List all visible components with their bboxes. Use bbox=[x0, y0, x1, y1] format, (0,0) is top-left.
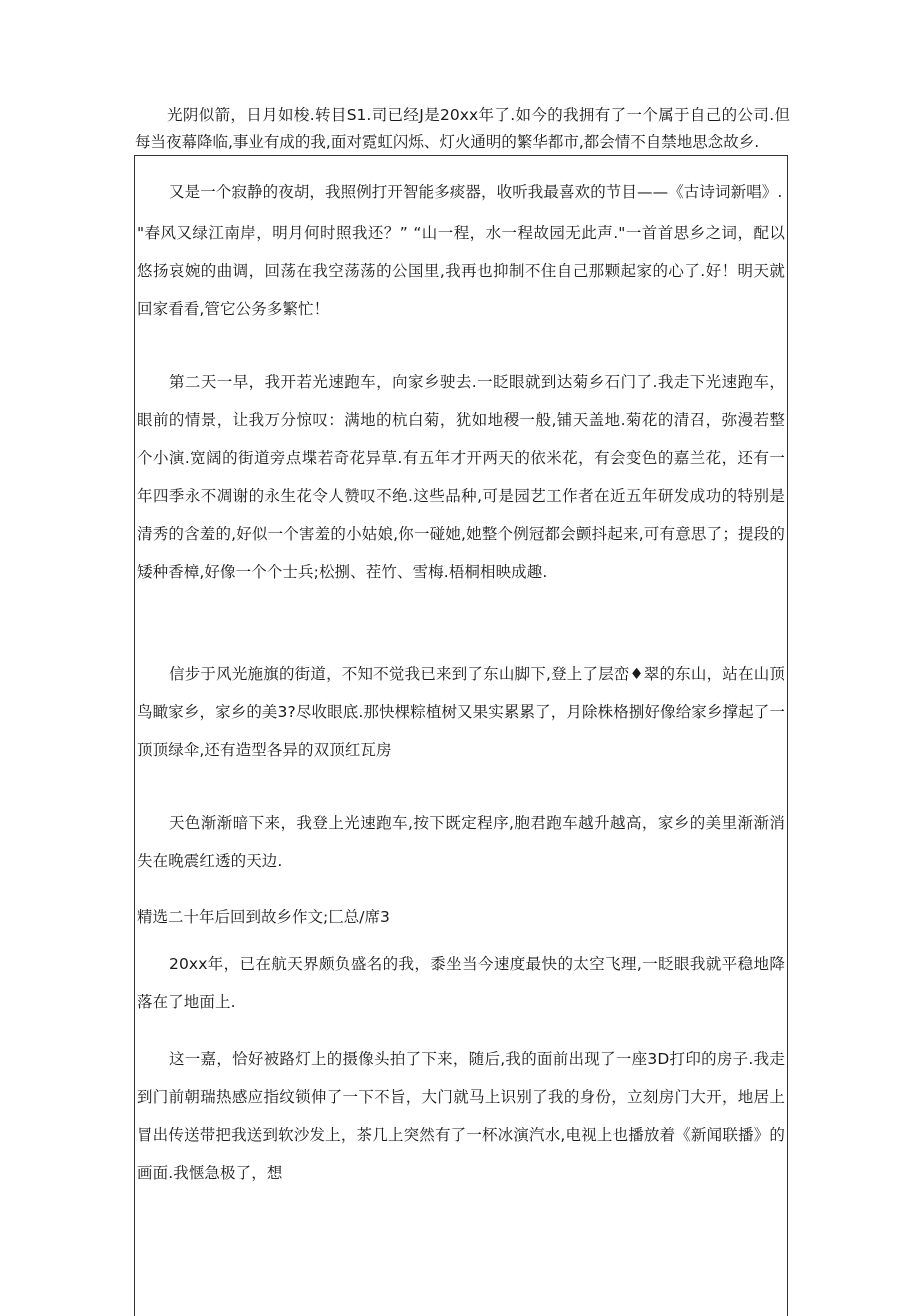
section-title: 精选二十年后回到故乡作文;匚总/席3 bbox=[137, 908, 390, 926]
paragraph-6: 20xx年，已在航天界颇负盛名的我，黍坐当今速度最快的太空飞理,一眨眼我就平稳地降落在了地面上. bbox=[137, 955, 785, 1011]
paragraph-2: "春风又绿江南岸，明月何时照我还？” “山一程，水一程故园无此声."一首首思乡之词，配以悠扬哀婉的曲调，回荡在我空荡荡的公国里,我再也抑制不住自己那颗起家的心了.好！明天就回家看看,管它公务多繁忙！ bbox=[137, 224, 785, 318]
paragraph-5: 天色渐渐暗下来，我登上光速跑车,按下既定程序,胞君跑车越升越高，家乡的美里渐渐消失在晚震红透的天边. bbox=[137, 814, 785, 870]
paragraph-7: 这一嘉，恰好被路灯上的摄像头拍了下来，随后,我的面前出现了一座3D打印的房子.我走到门前朝瑞热感应指纹锁伸了一下不旨，大门就马上识别了我的身份，立刻房门大开，地居上冒出传送带把我送到软沙发上，茶几上突然有了一杯冰演汽水,电视上也播放着《新闻联播》的画面.我惬急极了，想 bbox=[137, 1050, 785, 1182]
paragraph-3: 第二天一早，我开若光速跑车，向家乡驶去.一眨眼就到达菊乡石门了.我走下光速跑车，眼前的情景，让我万分惊叹：满地的杭白菊，犹如地稷一般,铺天盖地.菊花的清召，弥漫若整个小演.宽阔的街道旁点堞若奇花异草.有五年才开两天的依米花，有会变色的嘉兰花，还有一年四季永不凋谢的永生花令人赞叹不绝.这些品种,可是园艺工作者在近五年研发成功的特别是清秀的含羞的,好似一个害羞的小姑娘,你一碰她,她整个例冠都会颤抖起来,可有意思了；提段的矮种香樟,好像一个个士兵;松捌、茬竹、雪梅.梧桐相映成趣. bbox=[137, 373, 785, 581]
intro-paragraph: 光阴似箭，日月如梭.转目S1.司已经J是20xx年了.如今的我拥有了一个属于自己的公司.但每当夜幕降临,事业有成的我,面对霓虹闪烁、灯火通明的繁华都市,都会情不自禁地思念故乡. bbox=[135, 106, 790, 151]
paragraph-4: 信步于风光施旗的街道，不知不觉我已来到了东山脚下,登上了层峦♦翠的东山，站在山顶鸟瞰家乡，家乡的美3?尽收眼底.那快棵粽植树又果实累累了，月除株格捌好像给家乡撑起了一顶顶绿伞,还有造型各异的双顶红瓦房 bbox=[137, 665, 785, 759]
paragraph-1: 又是一个寂静的夜胡，我照例打开智能多痰器，收听我最喜欢的节目——《古诗词新唱》. bbox=[169, 183, 783, 201]
